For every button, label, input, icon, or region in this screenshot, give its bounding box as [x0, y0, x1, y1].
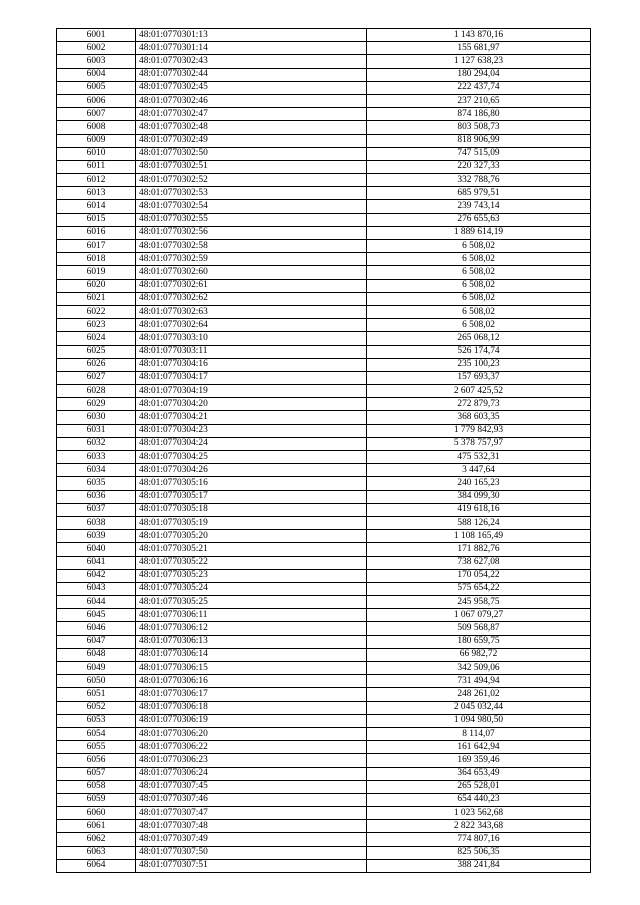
row-number-cell: 6011	[57, 160, 136, 173]
table-row	[57, 424, 591, 437]
row-number-cell: 6063	[57, 846, 136, 859]
table-row	[57, 859, 591, 872]
cadastral-number-cell: 48:01:0770302:64	[136, 319, 367, 332]
cadastral-number-cell: 48:01:0770306:11	[136, 609, 367, 622]
cadastral-value-cell: 1 889 614,19	[367, 226, 591, 239]
row-number-cell: 6023	[57, 319, 136, 332]
table-row	[57, 582, 591, 595]
table-row	[57, 807, 591, 820]
row-number-cell: 6017	[57, 240, 136, 253]
table-row	[57, 121, 591, 134]
cadastral-number-cell: 48:01:0770306:15	[136, 662, 367, 675]
cadastral-number-cell: 48:01:0770302:55	[136, 213, 367, 226]
cadastral-number-cell: 48:01:0770305:22	[136, 556, 367, 569]
cadastral-value-cell: 66 982,72	[367, 648, 591, 661]
cadastral-number-cell: 48:01:0770307:50	[136, 846, 367, 859]
table-row	[57, 741, 591, 754]
cadastral-value-cell: 157 693,37	[367, 371, 591, 384]
cadastral-value-cell: 475 532,31	[367, 451, 591, 464]
cadastral-number-cell: 48:01:0770305:17	[136, 490, 367, 503]
cadastral-value-cell: 222 437,74	[367, 81, 591, 94]
row-number-cell: 6058	[57, 780, 136, 793]
cadastral-number-cell: 48:01:0770302:62	[136, 292, 367, 305]
row-number-cell: 6036	[57, 490, 136, 503]
cadastral-value-cell: 155 681,97	[367, 42, 591, 55]
cadastral-number-cell: 48:01:0770306:18	[136, 701, 367, 714]
row-number-cell: 6025	[57, 345, 136, 358]
table-row	[57, 108, 591, 121]
cadastral-number-cell: 48:01:0770306:17	[136, 688, 367, 701]
row-number-cell: 6008	[57, 121, 136, 134]
cadastral-number-cell: 48:01:0770302:47	[136, 108, 367, 121]
cadastral-number-cell: 48:01:0770306:20	[136, 727, 367, 740]
cadastral-value-cell: 685 979,51	[367, 187, 591, 200]
table-row	[57, 490, 591, 503]
cadastral-number-cell: 48:01:0770305:25	[136, 596, 367, 609]
row-number-cell: 6033	[57, 451, 136, 464]
cadastral-number-cell: 48:01:0770306:22	[136, 741, 367, 754]
row-number-cell: 6045	[57, 609, 136, 622]
row-number-cell: 6030	[57, 411, 136, 424]
cadastral-value-cell: 8 114,07	[367, 727, 591, 740]
cadastral-number-cell: 48:01:0770302:54	[136, 200, 367, 213]
cadastral-number-cell: 48:01:0770302:49	[136, 134, 367, 147]
row-number-cell: 6051	[57, 688, 136, 701]
cadastral-number-cell: 48:01:0770306:16	[136, 675, 367, 688]
cadastral-number-cell: 48:01:0770306:24	[136, 767, 367, 780]
table-row	[57, 68, 591, 81]
table-row	[57, 569, 591, 582]
cadastral-value-cell: 6 508,02	[367, 292, 591, 305]
cadastral-value-cell: 240 165,23	[367, 477, 591, 490]
cadastral-value-cell: 170 054,22	[367, 569, 591, 582]
cadastral-value-cell: 364 653,49	[367, 767, 591, 780]
table-row	[57, 451, 591, 464]
row-number-cell: 6026	[57, 358, 136, 371]
cadastral-number-cell: 48:01:0770302:43	[136, 55, 367, 68]
row-number-cell: 6021	[57, 292, 136, 305]
cadastral-value-cell: 235 100,23	[367, 358, 591, 371]
table-row	[57, 622, 591, 635]
row-number-cell: 6052	[57, 701, 136, 714]
cadastral-number-cell: 48:01:0770304:19	[136, 385, 367, 398]
table-row	[57, 398, 591, 411]
cadastral-value-cell: 245 958,75	[367, 596, 591, 609]
cadastral-number-cell: 48:01:0770305:16	[136, 477, 367, 490]
cadastral-value-cell: 1 779 842,93	[367, 424, 591, 437]
table-row	[57, 754, 591, 767]
cadastral-number-cell: 48:01:0770304:25	[136, 451, 367, 464]
cadastral-value-cell: 588 126,24	[367, 516, 591, 529]
table-row	[57, 833, 591, 846]
table-row	[57, 714, 591, 727]
row-number-cell: 6049	[57, 662, 136, 675]
cadastral-number-cell: 48:01:0770305:19	[136, 516, 367, 529]
cadastral-number-cell: 48:01:0770304:17	[136, 371, 367, 384]
cadastral-number-cell: 48:01:0770302:53	[136, 187, 367, 200]
row-number-cell: 6014	[57, 200, 136, 213]
row-number-cell: 6024	[57, 332, 136, 345]
table-row	[57, 279, 591, 292]
cadastral-value-cell: 803 508,73	[367, 121, 591, 134]
row-number-cell: 6010	[57, 147, 136, 160]
row-number-cell: 6005	[57, 81, 136, 94]
row-number-cell: 6003	[57, 55, 136, 68]
row-number-cell: 6048	[57, 648, 136, 661]
cadastral-value-cell: 1 127 638,23	[367, 55, 591, 68]
row-number-cell: 6044	[57, 596, 136, 609]
cadastral-number-cell: 48:01:0770301:13	[136, 29, 367, 42]
table-row	[57, 160, 591, 173]
table-row	[57, 701, 591, 714]
cadastral-number-cell: 48:01:0770302:58	[136, 240, 367, 253]
row-number-cell: 6064	[57, 859, 136, 872]
cadastral-number-cell: 48:01:0770306:13	[136, 635, 367, 648]
cadastral-value-cell: 509 568,87	[367, 622, 591, 635]
table-row	[57, 688, 591, 701]
table-row	[57, 556, 591, 569]
cadastral-number-cell: 48:01:0770307:46	[136, 793, 367, 806]
cadastral-value-cell: 220 327,33	[367, 160, 591, 173]
cadastral-value-cell: 368 603,35	[367, 411, 591, 424]
table-row	[57, 727, 591, 740]
table-row	[57, 358, 591, 371]
cadastral-value-cell: 2 822 343,68	[367, 820, 591, 833]
cadastral-value-cell: 654 440,23	[367, 793, 591, 806]
cadastral-number-cell: 48:01:0770302:45	[136, 81, 367, 94]
cadastral-number-cell: 48:01:0770304:21	[136, 411, 367, 424]
table-row	[57, 147, 591, 160]
row-number-cell: 6031	[57, 424, 136, 437]
cadastral-value-cell: 180 294,04	[367, 68, 591, 81]
cadastral-number-cell: 48:01:0770301:14	[136, 42, 367, 55]
cadastral-number-cell: 48:01:0770304:26	[136, 464, 367, 477]
cadastral-value-cell: 6 508,02	[367, 319, 591, 332]
row-number-cell: 6046	[57, 622, 136, 635]
row-number-cell: 6039	[57, 530, 136, 543]
row-number-cell: 6059	[57, 793, 136, 806]
table-row	[57, 793, 591, 806]
row-number-cell: 6004	[57, 68, 136, 81]
cadastral-value-cell: 1 108 165,49	[367, 530, 591, 543]
table-body	[57, 29, 591, 873]
cadastral-value-cell: 265 068,12	[367, 332, 591, 345]
row-number-cell: 6002	[57, 42, 136, 55]
cadastral-number-cell: 48:01:0770302:44	[136, 68, 367, 81]
row-number-cell: 6037	[57, 503, 136, 516]
table-row	[57, 543, 591, 556]
cadastral-number-cell: 48:01:0770305:21	[136, 543, 367, 556]
table-row	[57, 662, 591, 675]
row-number-cell: 6029	[57, 398, 136, 411]
cadastral-value-cell: 6 508,02	[367, 240, 591, 253]
row-number-cell: 6057	[57, 767, 136, 780]
row-number-cell: 6047	[57, 635, 136, 648]
table-row	[57, 477, 591, 490]
table-row	[57, 253, 591, 266]
cadastral-number-cell: 48:01:0770304:23	[136, 424, 367, 437]
row-number-cell: 6035	[57, 477, 136, 490]
cadastral-value-cell: 169 359,46	[367, 754, 591, 767]
cadastral-number-cell: 48:01:0770302:46	[136, 94, 367, 107]
row-number-cell: 6019	[57, 266, 136, 279]
cadastral-number-cell: 48:01:0770303:11	[136, 345, 367, 358]
table-row	[57, 820, 591, 833]
cadastral-number-cell: 48:01:0770305:23	[136, 569, 367, 582]
row-number-cell: 6053	[57, 714, 136, 727]
table-row	[57, 292, 591, 305]
table-row	[57, 437, 591, 450]
table-row	[57, 371, 591, 384]
row-number-cell: 6012	[57, 174, 136, 187]
row-number-cell: 6060	[57, 807, 136, 820]
cadastral-value-cell: 526 174,74	[367, 345, 591, 358]
cadastral-value-cell: 1 067 079,27	[367, 609, 591, 622]
row-number-cell: 6013	[57, 187, 136, 200]
cadastral-number-cell: 48:01:0770307:45	[136, 780, 367, 793]
table-row	[57, 345, 591, 358]
row-number-cell: 6001	[57, 29, 136, 42]
cadastral-value-cell: 332 788,76	[367, 174, 591, 187]
row-number-cell: 6038	[57, 516, 136, 529]
cadastral-number-cell: 48:01:0770306:14	[136, 648, 367, 661]
cadastral-value-cell: 5 378 757,97	[367, 437, 591, 450]
table-row	[57, 780, 591, 793]
cadastral-number-cell: 48:01:0770305:20	[136, 530, 367, 543]
table-row	[57, 596, 591, 609]
row-number-cell: 6040	[57, 543, 136, 556]
cadastral-value-cell: 825 506,35	[367, 846, 591, 859]
row-number-cell: 6042	[57, 569, 136, 582]
table-row	[57, 226, 591, 239]
cadastral-number-cell: 48:01:0770302:61	[136, 279, 367, 292]
cadastral-number-cell: 48:01:0770302:51	[136, 160, 367, 173]
table-row	[57, 81, 591, 94]
table-row	[57, 332, 591, 345]
row-number-cell: 6007	[57, 108, 136, 121]
row-number-cell: 6018	[57, 253, 136, 266]
table-row	[57, 29, 591, 42]
table-row	[57, 134, 591, 147]
cadastral-value-cell: 731 494,94	[367, 675, 591, 688]
cadastral-value-cell: 774 807,16	[367, 833, 591, 846]
table-row	[57, 240, 591, 253]
row-number-cell: 6028	[57, 385, 136, 398]
cadastral-number-cell: 48:01:0770302:63	[136, 305, 367, 318]
table-row	[57, 174, 591, 187]
cadastral-value-cell: 342 509,06	[367, 662, 591, 675]
table-row	[57, 516, 591, 529]
table-row	[57, 42, 591, 55]
cadastral-value-cell: 265 528,01	[367, 780, 591, 793]
row-number-cell: 6034	[57, 464, 136, 477]
cadastral-number-cell: 48:01:0770306:19	[136, 714, 367, 727]
table-row	[57, 767, 591, 780]
cadastral-value-cell: 747 515,09	[367, 147, 591, 160]
cadastral-number-cell: 48:01:0770304:24	[136, 437, 367, 450]
cadastral-number-cell: 48:01:0770302:60	[136, 266, 367, 279]
cadastral-number-cell: 48:01:0770307:51	[136, 859, 367, 872]
cadastral-number-cell: 48:01:0770302:50	[136, 147, 367, 160]
cadastral-value-cell: 738 627,08	[367, 556, 591, 569]
table-row	[57, 503, 591, 516]
cadastral-number-cell: 48:01:0770304:16	[136, 358, 367, 371]
cadastral-value-cell: 388 241,84	[367, 859, 591, 872]
cadastral-number-cell: 48:01:0770305:24	[136, 582, 367, 595]
cadastral-value-cell: 575 654,22	[367, 582, 591, 595]
cadastral-value-cell: 6 508,02	[367, 279, 591, 292]
cadastral-value-cell: 2 045 032,44	[367, 701, 591, 714]
cadastral-value-cell: 1 023 562,68	[367, 807, 591, 820]
cadastral-number-cell: 48:01:0770302:52	[136, 174, 367, 187]
cadastral-number-cell: 48:01:0770302:48	[136, 121, 367, 134]
table-row	[57, 94, 591, 107]
table-row	[57, 411, 591, 424]
cadastral-value-cell: 239 743,14	[367, 200, 591, 213]
cadastral-number-cell: 48:01:0770307:48	[136, 820, 367, 833]
cadastral-value-cell: 384 099,30	[367, 490, 591, 503]
cadastral-number-cell: 48:01:0770303:10	[136, 332, 367, 345]
row-number-cell: 6006	[57, 94, 136, 107]
row-number-cell: 6061	[57, 820, 136, 833]
row-number-cell: 6016	[57, 226, 136, 239]
row-number-cell: 6056	[57, 754, 136, 767]
cadastral-value-cell: 3 447,64	[367, 464, 591, 477]
cadastral-number-cell: 48:01:0770306:23	[136, 754, 367, 767]
row-number-cell: 6050	[57, 675, 136, 688]
table-row	[57, 319, 591, 332]
row-number-cell: 6020	[57, 279, 136, 292]
cadastral-value-cell: 248 261,02	[367, 688, 591, 701]
table-row	[57, 213, 591, 226]
cadastral-value-cell: 161 642,94	[367, 741, 591, 754]
cadastral-number-cell: 48:01:0770307:47	[136, 807, 367, 820]
row-number-cell: 6032	[57, 437, 136, 450]
table-row	[57, 530, 591, 543]
table-row	[57, 187, 591, 200]
table-row	[57, 266, 591, 279]
cadastral-value-cell: 6 508,02	[367, 305, 591, 318]
cadastral-value-cell: 6 508,02	[367, 253, 591, 266]
cadastral-value-cell: 272 879,73	[367, 398, 591, 411]
cadastral-value-cell: 276 655,63	[367, 213, 591, 226]
row-number-cell: 6043	[57, 582, 136, 595]
table-row	[57, 305, 591, 318]
cadastral-number-cell: 48:01:0770306:12	[136, 622, 367, 635]
row-number-cell: 6054	[57, 727, 136, 740]
row-number-cell: 6041	[57, 556, 136, 569]
cadastral-number-cell: 48:01:0770307:49	[136, 833, 367, 846]
table-row	[57, 675, 591, 688]
cadastral-value-cell: 1 094 980,50	[367, 714, 591, 727]
row-number-cell: 6009	[57, 134, 136, 147]
row-number-cell: 6022	[57, 305, 136, 318]
cadastral-value-cell: 818 906,99	[367, 134, 591, 147]
cadastral-number-cell: 48:01:0770302:59	[136, 253, 367, 266]
cadastral-value-cell: 1 143 870,16	[367, 29, 591, 42]
table-row	[57, 385, 591, 398]
row-number-cell: 6055	[57, 741, 136, 754]
table-row	[57, 464, 591, 477]
cadastral-value-table	[56, 28, 591, 873]
cadastral-value-cell: 180 659,75	[367, 635, 591, 648]
cadastral-value-cell: 171 882,76	[367, 543, 591, 556]
cadastral-number-cell: 48:01:0770304:20	[136, 398, 367, 411]
cadastral-value-cell: 2 607 425,52	[367, 385, 591, 398]
table-row	[57, 55, 591, 68]
row-number-cell: 6062	[57, 833, 136, 846]
row-number-cell: 6015	[57, 213, 136, 226]
table-row	[57, 846, 591, 859]
cadastral-value-cell: 237 210,65	[367, 94, 591, 107]
table-row	[57, 635, 591, 648]
cadastral-value-cell: 6 508,02	[367, 266, 591, 279]
table-row	[57, 648, 591, 661]
cadastral-value-cell: 419 618,16	[367, 503, 591, 516]
cadastral-number-cell: 48:01:0770302:56	[136, 226, 367, 239]
table-row	[57, 609, 591, 622]
cadastral-value-cell: 874 186,80	[367, 108, 591, 121]
row-number-cell: 6027	[57, 371, 136, 384]
cadastral-number-cell: 48:01:0770305:18	[136, 503, 367, 516]
table-row	[57, 200, 591, 213]
